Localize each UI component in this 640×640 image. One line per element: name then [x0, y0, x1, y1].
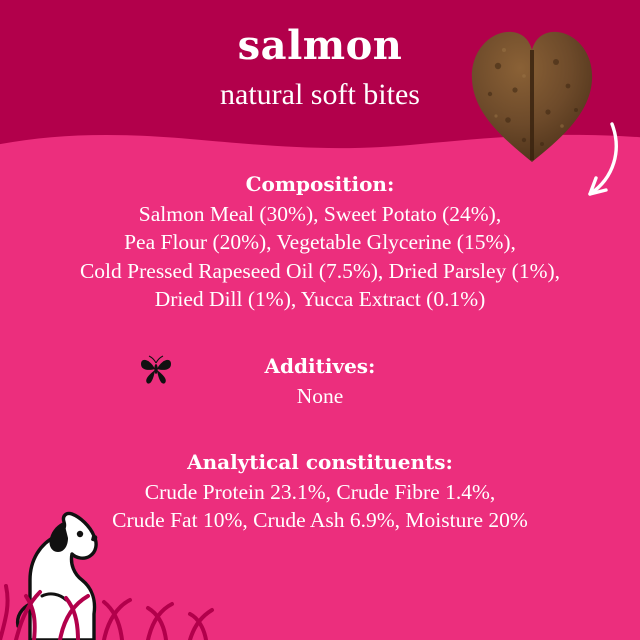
page-title: salmon — [237, 22, 403, 69]
section-analytical-constituents — [0, 450, 640, 535]
curved-arrow-icon — [540, 120, 620, 215]
section-additives — [0, 354, 640, 410]
composition-heading: Composition: — [245, 172, 395, 196]
analytical-heading: Analytical constituents: — [187, 449, 453, 474]
butterfly-icon — [138, 352, 174, 386]
analytical-line: Crude Fat 10%, Crude Ash 6.9%, Moisture 20% — [112, 508, 528, 533]
analytical-body — [0, 478, 640, 535]
composition-line: Pea Flour (20%), Vegetable Glycerine (15%), — [124, 230, 516, 255]
composition-line: Dried Dill (1%), Yucca Extract (0.1%) — [154, 287, 486, 312]
additives-line: None — [296, 383, 344, 408]
composition-body — [0, 200, 640, 314]
additives-heading: Additives: — [264, 353, 376, 378]
composition-line: Cold Pressed Rapeseed Oil (7.5%), Dried Parsley (1%), — [79, 258, 561, 283]
composition-line: Salmon Meal (30%), Sweet Potato (24%), — [138, 202, 502, 226]
page-subtitle: natural soft bites — [220, 78, 420, 111]
grass-illustration — [0, 586, 212, 640]
analytical-line: Crude Protein 23.1%, Crude Fibre 1.4%, — [144, 479, 496, 504]
additives-body — [0, 382, 640, 410]
